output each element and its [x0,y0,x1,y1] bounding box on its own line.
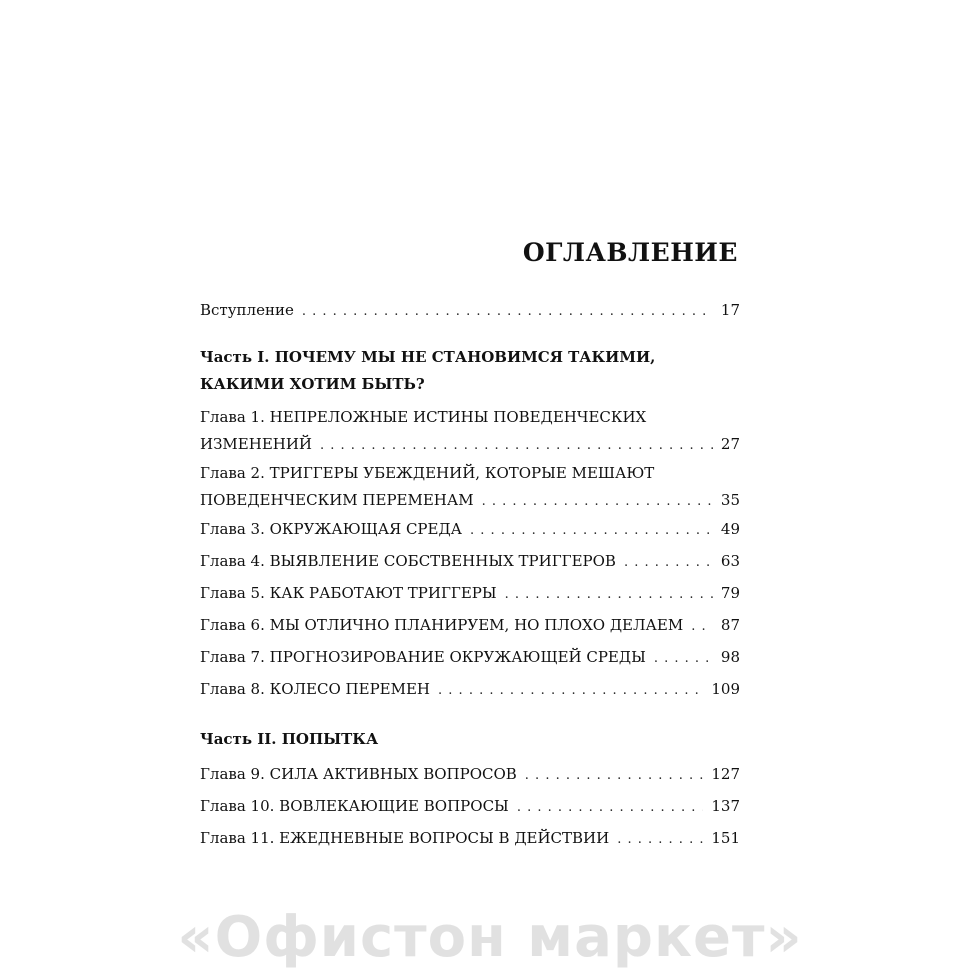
entry-label-continued: ИЗМЕНЕНИЙ [200,435,313,453]
page-number: 137 [711,797,740,815]
page-number: 27 [720,435,740,453]
page-number: 98 [720,648,740,666]
dot-leader [320,432,713,459]
page-number: 35 [720,491,740,509]
entry-label: Глава 7. ПРОГНОЗИРОВАНИЕ ОКРУЖАЮЩЕЙ СРЕДЫ [200,648,646,666]
page-number: 79 [720,584,740,602]
entry-label: Вступление [200,301,294,319]
page-number: 49 [720,520,740,538]
toc-entry-intro [200,297,740,325]
entry-label: Глава 10. ВОВЛЕКАЮЩИЕ ВОПРОСЫ [200,797,509,815]
dot-leader [624,549,713,576]
entry-label: Глава 9. СИЛА АКТИВНЫХ ВОПРОСОВ [200,765,517,783]
entry-label: Глава 3. ОКРУЖАЮЩАЯ СРЕДА [200,520,463,538]
dot-leader [517,794,704,821]
dot-leader [505,581,713,608]
toc-entry-chapter-6 [200,612,740,640]
dot-leader [525,762,704,789]
part-heading-line: КАКИМИ ХОТИМ БЫТЬ? [200,375,425,393]
dot-leader [302,298,713,325]
toc-entry-chapter-7 [200,644,740,672]
toc-entry-chapter-1 [200,404,740,459]
page-number: 17 [720,301,740,319]
page-number: 127 [711,765,740,783]
entry-label: Глава 4. ВЫЯВЛЕНИЕ СОБСТВЕННЫХ ТРИГГЕРОВ [200,552,616,570]
part-heading-line: Часть I. ПОЧЕМУ МЫ НЕ СТАНОВИМСЯ ТАКИМИ, [200,348,656,366]
toc-entry-chapter-8 [200,676,740,704]
toc-entry-chapter-2 [200,460,740,515]
page-number: 87 [720,616,740,634]
entry-label: Глава 5. КАК РАБОТАЮТ ТРИГГЕРЫ [200,584,497,602]
toc-entry-chapter-9 [200,761,740,789]
part-heading-line: Часть II. ПОПЫТКА [200,730,379,748]
toc-entry-chapter-11 [200,825,740,853]
page-number: 63 [720,552,740,570]
entry-label: Глава 11. ЕЖЕДНЕВНЫЕ ВОПРОСЫ В ДЕЙСТВИИ [200,829,610,847]
toc-entry-chapter-10 [200,793,740,821]
entry-label: Глава 8. КОЛЕСО ПЕРЕМЕН [200,680,431,698]
toc-page [200,0,740,980]
dot-leader [691,613,713,640]
dot-leader [654,645,713,672]
part-heading-1 [200,344,740,398]
part-heading-2 [200,726,740,753]
toc-entry-chapter-4 [200,548,740,576]
dot-leader [617,826,703,853]
entry-label-continued: ПОВЕДЕНЧЕСКИМ ПЕРЕМЕНАМ [200,491,474,509]
toc-entry-chapter-3 [200,516,740,544]
watermark: «Офистон маркет» [177,905,803,970]
page-number: 109 [711,680,740,698]
dot-leader [438,677,703,704]
dot-leader [470,517,713,544]
entry-label: Глава 2. ТРИГГЕРЫ УБЕЖДЕНИЙ, КОТОРЫЕ МЕШАЮТ [200,464,655,482]
entry-label: Глава 1. НЕПРЕЛОЖНЫЕ ИСТИНЫ ПОВЕДЕНЧЕСКИХ [200,408,647,426]
entry-label: Глава 6. МЫ ОТЛИЧНО ПЛАНИРУЕМ, НО ПЛОХО ДЕЛАЕМ [200,616,684,634]
toc-entry-chapter-5 [200,580,740,608]
page-title: ОГЛАВЛЕНИЕ [522,238,738,267]
page-number: 151 [711,829,740,847]
dot-leader [482,488,713,515]
